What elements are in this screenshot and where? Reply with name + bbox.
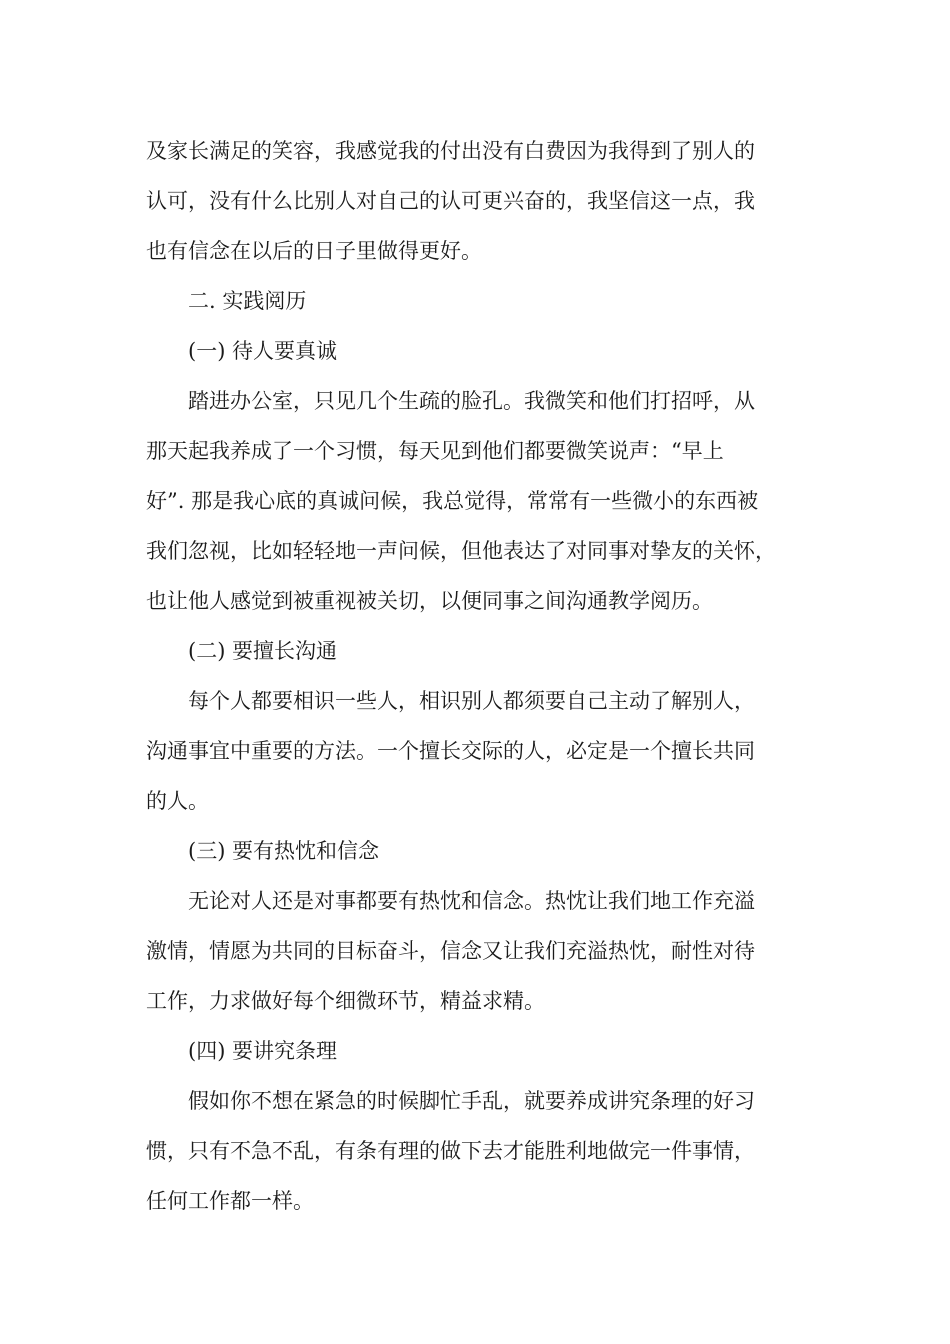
subsection-heading: (四) 要讲究条理 [188,1039,338,1063]
paragraph-line: 惯，只有不急不乱，有条有理的做下去才能胜利地做完一件事情， [146,1139,755,1163]
paragraph-line: 好”. 那是我心底的真诚问候，我总觉得，常常有一些微小的东西被 [146,489,759,513]
paragraph-line: 每个人都要相识一些人，相识别人都须要自己主动了解别人， [188,689,755,713]
paragraph-line: 的人。 [146,789,209,813]
paragraph-line: 那天起我养成了一个习惯，每天见到他们都要微笑说声：“早上 [146,439,724,463]
subsection-heading: (三) 要有热忱和信念 [188,839,380,863]
paragraph-line: 我们忽视，比如轻轻地一声问候，但他表达了对同事对挚友的关怀， [146,539,776,563]
subsection-heading: (一) 待人要真诚 [188,339,338,363]
paragraph-line: 及家长满足的笑容，我感觉我的付出没有白费因为我得到了别人的 [146,139,755,163]
paragraph-line: 工作，力求做好每个细微环节，精益求精。 [146,989,545,1013]
paragraph-line: 无论对人还是对事都要有热忱和信念。热忱让我们地工作充溢 [188,889,755,913]
paragraph-line: 激情，情愿为共同的目标奋斗，信念又让我们充溢热忱，耐性对待 [146,939,755,963]
paragraph-line: 沟通事宜中重要的方法。一个擅长交际的人，必定是一个擅长共同 [146,739,755,763]
paragraph-line: 也让他人感觉到被重视被关切，以便同事之间沟通教学阅历。 [146,589,713,613]
paragraph-line: 踏进办公室，只见几个生疏的脸孔。我微笑和他们打招呼，从 [188,389,755,413]
subsection-heading: (二) 要擅长沟通 [188,639,338,663]
paragraph-line: 也有信念在以后的日子里做得更好。 [146,239,482,263]
paragraph-line: 认可，没有什么比别人对自己的认可更兴奋的，我坚信这一点，我 [146,189,755,213]
section-heading: 二. 实践阅历 [188,289,307,313]
paragraph-line: 任何工作都一样。 [146,1189,314,1213]
paragraph-line: 假如你不想在紧急的时候脚忙手乱，就要养成讲究条理的好习 [188,1089,755,1113]
